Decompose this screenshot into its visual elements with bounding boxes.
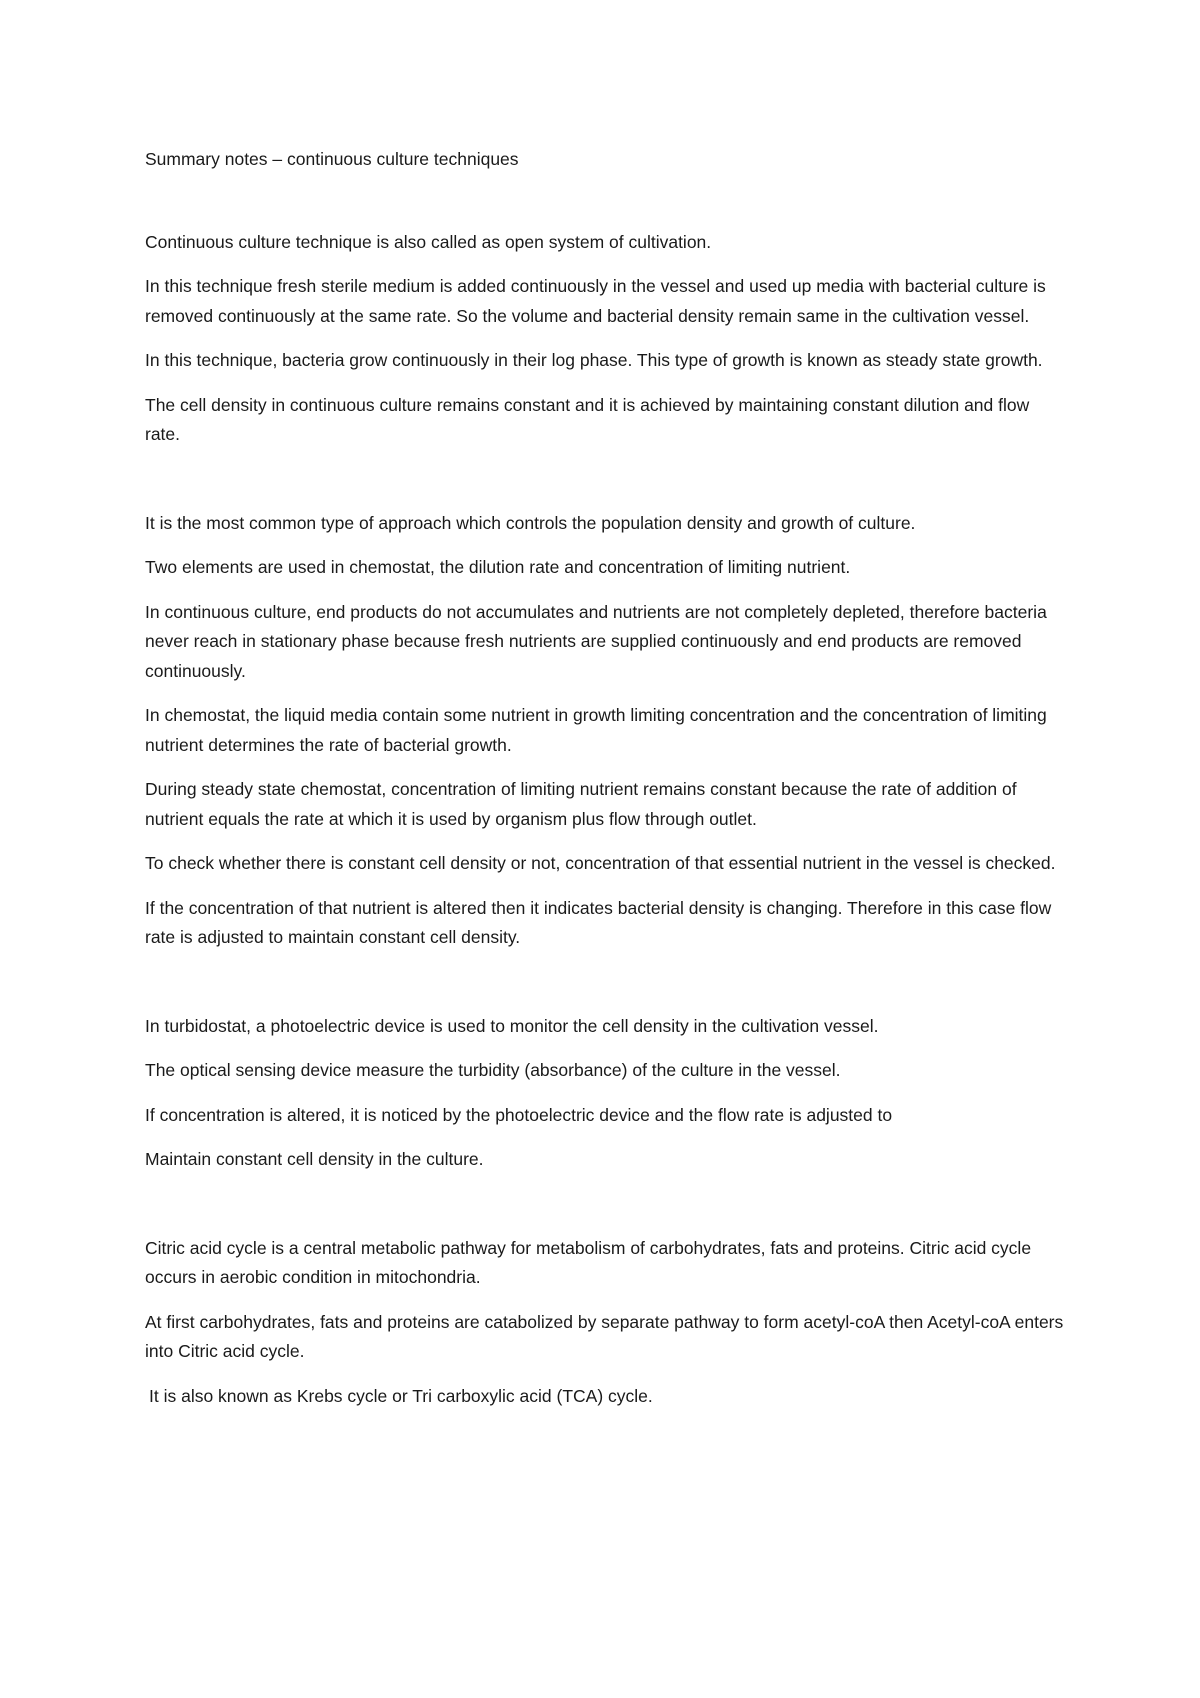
document-title: Summary notes – continuous culture techniques	[145, 149, 519, 169]
paragraph: In continuous culture, end products do not accumulates and nutrients are not completely depleted, therefore bacteria never reach in stationary phase because fresh nutrients are supplied continuously and end products are removed continuously.	[145, 601, 1047, 681]
paragraph: The optical sensing device measure the turbidity (absorbance) of the culture in the vessel.	[145, 1060, 841, 1080]
paragraph: Maintain constant cell density in the culture.	[145, 1149, 484, 1169]
paragraph: Citric acid cycle is a central metabolic pathway for metabolism of carbohydrates, fats and proteins. Citric acid cycle occurs in aerobic condition in mitochondria.	[145, 1237, 1032, 1287]
paragraph: To check whether there is constant cell density or not, concentration of that essential nutrient in the vessel is checked.	[145, 853, 1056, 873]
paragraph: It is the most common type of approach which controls the population density and growth of culture.	[145, 512, 916, 533]
paragraph: In chemostat, the liquid media contain some nutrient in growth limiting concentration and the concentration of limiting nutrient determines the rate of bacterial growth.	[145, 705, 1047, 755]
section-spacer	[145, 465, 1065, 509]
paragraph: At first carbohydrates, fats and proteins are catabolized by separate pathway to form acetyl-coA then Acetyl-coA enters into Citric acid cycle.	[145, 1311, 1064, 1361]
paragraph: In this technique, bacteria grow continuously in their log phase. This type of growth is known as steady state growth.	[145, 350, 1043, 370]
document-body	[145, 145, 1065, 1426]
paragraph: If concentration is altered, it is noticed by the photoelectric device and the flow rate is adjusted to	[145, 1104, 893, 1125]
section-spacer	[145, 968, 1065, 1012]
paragraph: In this technique fresh sterile medium is added continuously in the vessel and used up media with bacterial culture is removed continuously at the same rate. So the volume and bacterial density remain same in the cultivation vessel.	[145, 276, 1046, 326]
section-spacer	[145, 1190, 1065, 1234]
paragraph: It is also known as Krebs cycle or Tri carboxylic acid (TCA) cycle.	[149, 1385, 653, 1406]
paragraph: In turbidostat, a photoelectric device is used to monitor the cell density in the cultivation vessel.	[145, 1015, 879, 1036]
paragraph: During steady state chemostat, concentration of limiting nutrient remains constant because the rate of addition of nutrient equals the rate at which it is used by organism plus flow through outlet.	[145, 779, 1017, 829]
paragraph: Two elements are used in chemostat, the dilution rate and concentration of limiting nutrient.	[145, 557, 851, 577]
section-continuous-culture	[145, 228, 1065, 450]
paragraph: Continuous culture technique is also called as open system of cultivation.	[145, 231, 712, 252]
paragraph: The cell density in continuous culture remains constant and it is achieved by maintaining constant dilution and flow rate.	[145, 394, 1030, 444]
section-turbidostat	[145, 1012, 1065, 1175]
section-citric-acid-cycle	[145, 1234, 1065, 1412]
paragraph: If the concentration of that nutrient is altered then it indicates bacterial density is changing. Therefore in this case flow rate is adjusted to maintain constant cell density.	[145, 897, 1052, 947]
section-chemostat	[145, 509, 1065, 953]
